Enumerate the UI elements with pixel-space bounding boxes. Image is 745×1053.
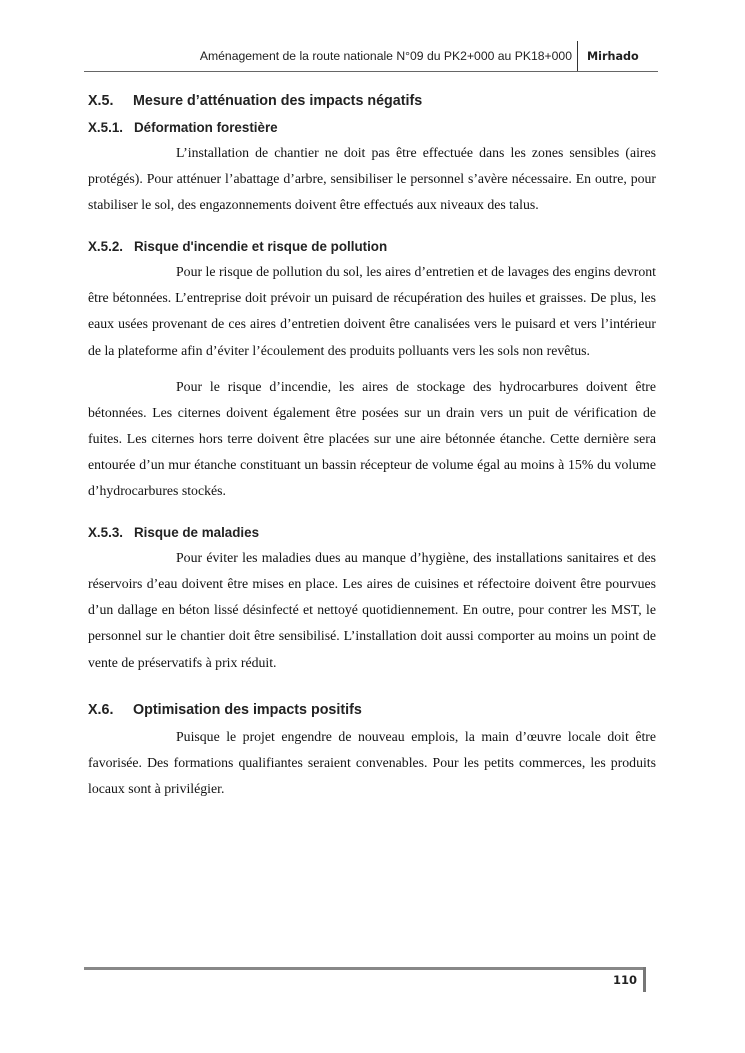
- section-heading-x6: [88, 696, 656, 724]
- header-title: Aménagement de la route nationale N°09 du PK2+000 au PK18+000: [199, 49, 572, 63]
- paragraph: Pour le risque de pollution du sol, les aires d’entretien et de lavages des engins devront être bétonnées. L’entreprise doit prévoir un puisard de récupération des huiles et graisses. De plus, les eaux usées provenant de ces aires d’entretien doivent être canalisées vers le puisard et vers l’intérieur de la plateforme afin d’éviter l’écoulement des produits polluants vers les sols non revêtus.: [88, 264, 656, 358]
- page-header: [84, 41, 658, 73]
- subsection-heading-x5-1: [88, 115, 656, 140]
- header-separator: [577, 41, 578, 71]
- subsection-number: X.5.3.: [88, 525, 123, 541]
- footer-page-bar: [643, 967, 646, 992]
- paragraph: Pour le risque d’incendie, les aires de stockage des hydrocarbures doivent être bétonnées. Les citernes doivent également être posées sur un drain vers un puit de vérification de fuites. Les citernes hors terre doivent être placées sur une aire bétonnée étanche. Cette dernière sera entourée d’un mur étanche constituant un bassin récepteur de volume égal au moins à 15% du volume d’hydrocarbures stockés.: [88, 378, 656, 499]
- subsection-title: Déformation forestière: [134, 120, 278, 135]
- page-number: 110: [613, 973, 638, 987]
- page-body: [88, 87, 656, 802]
- section-number: X.6.: [88, 701, 114, 718]
- paragraph: Puisque le projet engendre de nouveau emplois, la main d’œuvre locale doit être favorisée. Des formations qualifiantes seraient convenables. Pour les petits commerces, les produits locaux sont à privilégier.: [88, 728, 656, 796]
- section-title: Mesure d’atténuation des impacts négatifs: [133, 93, 423, 109]
- subsection-heading-x5-3: [88, 520, 656, 545]
- subsection-number: X.5.2.: [88, 239, 123, 255]
- header-author: Mirhado: [587, 50, 639, 63]
- subsection-title: Risque d'incendie et risque de pollution: [134, 239, 388, 255]
- section-heading-x5: [88, 87, 656, 115]
- subsection-heading-x5-2: [88, 234, 656, 259]
- header-rule: [84, 71, 658, 72]
- section-title: Optimisation des impacts positifs: [133, 701, 362, 718]
- section-number: X.5.: [88, 93, 114, 109]
- footer-rule: [84, 967, 646, 970]
- subsection-number: X.5.1.: [88, 120, 123, 135]
- subsection-title: Risque de maladies: [134, 525, 260, 541]
- paragraph: L’installation de chantier ne doit pas être effectuée dans les zones sensibles (aires protégés). Pour atténuer l’abattage d’arbre, sensibiliser le personnel s’avère nécessaire. En outre, pour stabiliser le sol, des engazonnements doivent être effectués aux niveaux des talus.: [88, 145, 656, 213]
- paragraph: Pour éviter les maladies dues au manque d’hygiène, des installations sanitaires et des réservoirs d’eau doivent être mises en place. Les aires de cuisines et réfectoire doivent être pourvues d’un dallage en béton lissé désinfecté et nettoyé quotidiennement. En outre, pour contrer les MST, le personnel sur le chantier doit être sensibilisé. L’installation doit aussi comporter au moins un point de vente de préservatifs à prix réduit.: [88, 550, 656, 670]
